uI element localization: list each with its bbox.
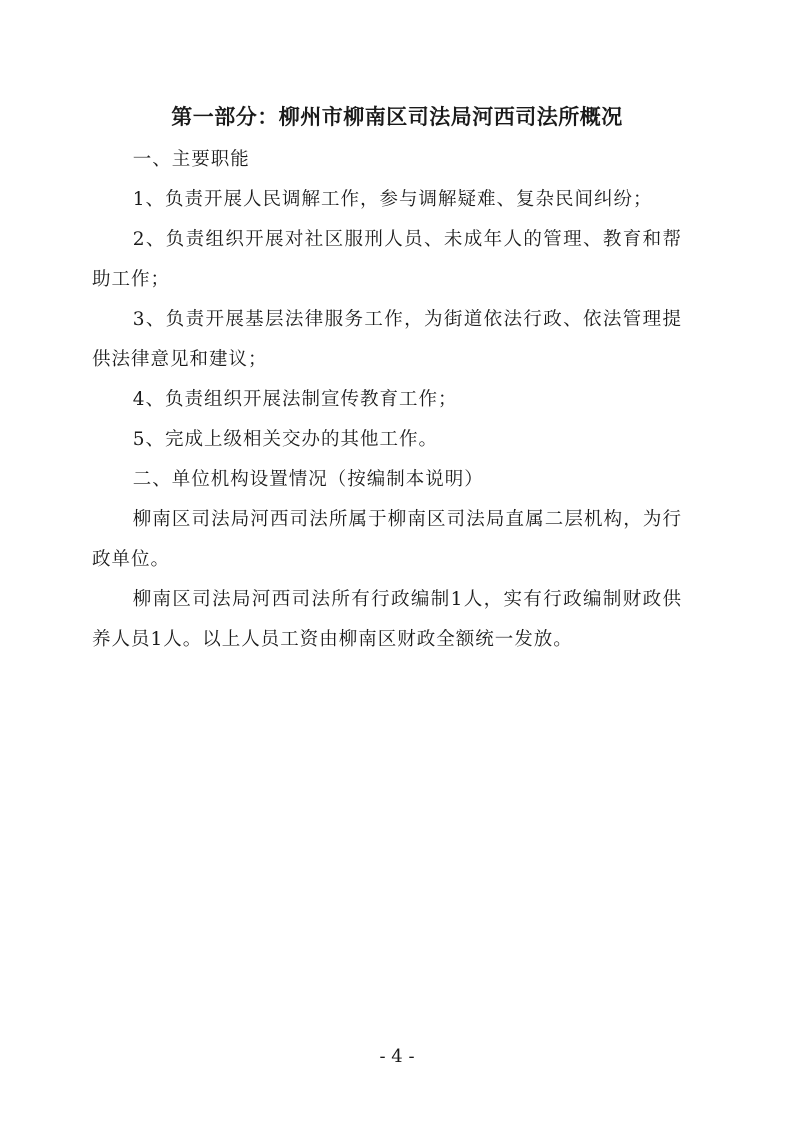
section-heading-organization: 二、单位机构设置情况（按编制本说明） — [132, 469, 484, 490]
function-item-5: 5、完成上级相关交办的其他工作。 — [132, 429, 438, 450]
function-item-3: 3、负责开展基层法律服务工作，为街道依法行政、依法管理提供法律意见和建议； — [92, 309, 682, 370]
function-item-4: 4、负责组织开展法制宣传教育工作； — [132, 389, 458, 410]
section-heading-main-functions: 一、主要职能 — [132, 149, 250, 170]
function-item-2: 2、负责组织开展对社区服刑人员、未成年人的管理、教育和帮助工作； — [92, 229, 682, 290]
page-title: 第一部分：柳州市柳南区司法局河西司法所概况 — [171, 104, 623, 129]
document-body — [92, 140, 682, 660]
page-number: - 4 - — [379, 1046, 415, 1067]
organization-paragraph-2: 柳南区司法局河西司法所有行政编制1人，实有行政编制财政供养人员1人。以上人员工资由柳南区财政全额统一发放。 — [92, 589, 682, 650]
organization-paragraph-1: 柳南区司法局河西司法所属于柳南区司法局直属二层机构，为行政单位。 — [92, 509, 682, 570]
function-item-1: 1、负责开展人民调解工作，参与调解疑难、复杂民间纠纷； — [132, 189, 653, 210]
